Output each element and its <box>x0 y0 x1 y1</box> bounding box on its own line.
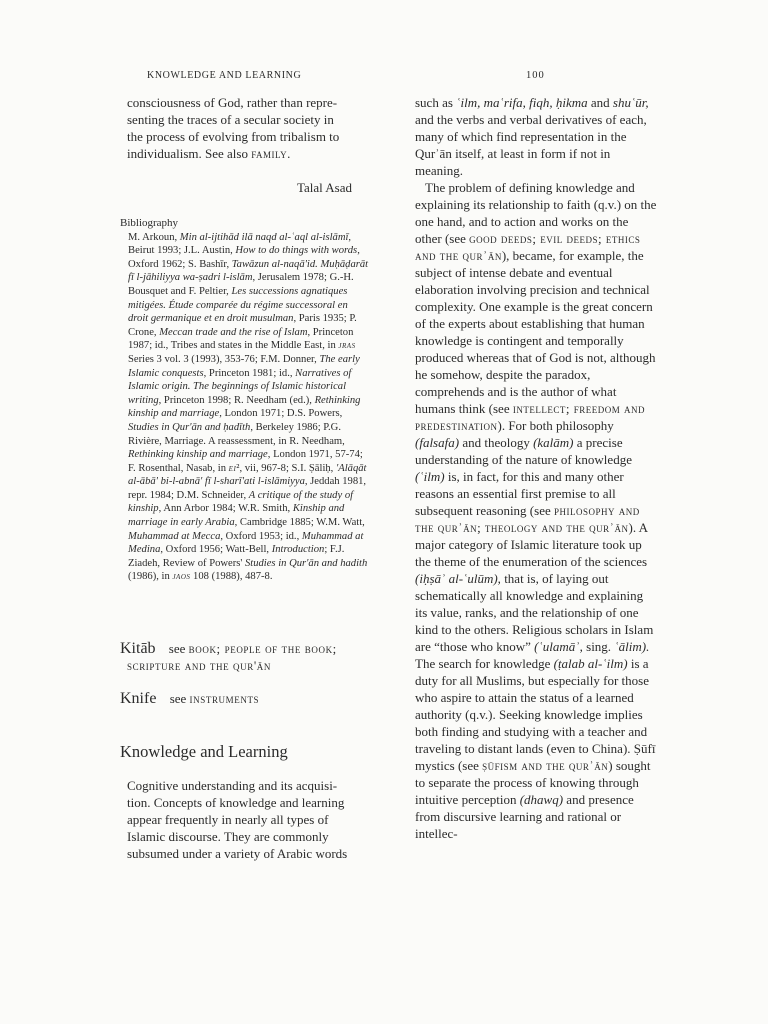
italic-run: ʿālim). <box>614 639 650 654</box>
text-run: , Oxford 1953; id., <box>220 530 302 542</box>
headword-knife: Knife <box>120 690 157 707</box>
cross-reference-links[interactable]: book; people of the book; <box>188 641 337 656</box>
text-run: , London 1971; D.S. Powers, <box>219 408 343 420</box>
italic-run: Les successions agnatiques mitigées. Étude comparée du régime successoral en droit germanique et en droit musulman <box>128 285 348 325</box>
italic-run: shuʿūr, <box>612 95 649 110</box>
italic-run: (ʿilm) <box>415 469 445 484</box>
italic-run: Introduction <box>271 544 325 556</box>
text-run: (1986), in <box>128 571 173 583</box>
bibliography <box>120 217 370 584</box>
text-run: a precise understanding of the nature of knowledge <box>415 435 632 467</box>
italic-run: 'Alāqāt al-ābā' bi-l-abnā' fī l-sharī'ati l-islāmiyya <box>128 462 367 488</box>
italic-run: Min al-ijtihād ilā naqd al-ʿaql al-islāmī <box>179 231 349 243</box>
text-run: ) sought to separate the process of knowing through intuitive perception <box>415 758 651 807</box>
article-author: Talal Asad <box>296 180 352 195</box>
small-caps-run[interactable]: jaos <box>172 571 191 583</box>
headword-kitab: Kitāb <box>120 640 156 657</box>
italic-run: The early Islamic conquests <box>128 353 360 379</box>
right-column <box>415 94 658 842</box>
italic-run: (dhawq) <box>519 792 564 807</box>
right-paragraph-1 <box>415 94 658 179</box>
italic-run: Muhammad at Medina <box>128 530 364 556</box>
text-run: , London 1971, 57-74; F. Rosenthal, Nasab, in <box>128 449 363 474</box>
text-run: , Princeton 1998; R. Needham (ed.), <box>158 394 315 406</box>
text-run: Series 3 vol. 3 (1993), 353-76; F.M. Donner, <box>128 353 320 365</box>
text-run: , Paris 1935; P. Crone, <box>128 313 357 338</box>
text-run: appear frequently in nearly all types of <box>127 812 329 827</box>
text-run: the process of evolving from tribalism to <box>127 129 340 144</box>
text-run: and the verbs and verbal derivatives of each, many of which find representation in the Qurʾān itself, at least in form if not in meaning. <box>415 112 647 178</box>
entry-title: Knowledge and Learning <box>120 742 288 761</box>
text-run: , Ann Arbor 1984; W.R. Smith, <box>158 503 293 515</box>
cross-reference-knife <box>120 690 370 707</box>
italic-run: Meccan trade and the rise of Islam <box>159 326 308 338</box>
small-caps-run[interactable]: intellect; freedom and predestination <box>415 401 645 433</box>
italic-run: Studies in Qur'ān and ḥadīth <box>128 421 251 433</box>
cross-reference-link-instruments[interactable]: instruments <box>189 691 260 706</box>
text-run: , Princeton 1987; id., Tribes and states in the Middle East, in <box>128 326 354 352</box>
italic-run: (kalām) <box>533 435 574 450</box>
small-caps-run[interactable]: good deeds; evil deeds; ethics and the qurʾān <box>415 231 641 263</box>
italic-run: Muhammad at Mecca <box>128 530 221 542</box>
italic-run: (iḥṣāʾ al-ʿulūm), <box>415 571 501 586</box>
italic-run: Rethinking kinship and marriage <box>128 394 361 420</box>
page-number: 100 <box>526 70 545 81</box>
text-run: tion. Concepts of knowledge and learning <box>127 795 345 810</box>
text-run: is a duty for all Muslims, but especially for those who aspire to attain the status of a learned authority (q.v.). Seeking knowledge implies both finding and studying with a teacher and traveling to distant lands (even to China). Ṣūfī mystics (see <box>415 656 656 773</box>
small-caps-run[interactable]: family <box>251 146 288 161</box>
text-run: M. Arkoun, <box>128 231 180 243</box>
text-run: ², vii, 967-8; S.I. Ṣāliḥ, <box>236 462 336 474</box>
running-head: KNOWLEDGE AND LEARNING <box>147 70 302 81</box>
text-run: consciousness of God, rather than repre- <box>127 95 338 110</box>
text-run: , Jeddah 1981, repr. 1984; D.M. Schneider, <box>128 476 367 501</box>
paragraph-text <box>127 94 363 162</box>
see-label: see <box>169 691 187 706</box>
italic-run: Kinship and marriage in early Arabia <box>128 503 345 529</box>
small-caps-run[interactable]: jras <box>338 340 356 352</box>
right-paragraph-2 <box>415 179 658 842</box>
left-column-paragraph <box>127 94 363 162</box>
text-run: is, in fact, for this and many other reasons an essential first premise to all subsequent reasoning (see <box>415 469 624 518</box>
italic-run: (ṭalab al-ʿilm) <box>553 656 628 671</box>
text-run: , Oxford 1962; S. Bashīr, <box>128 245 360 270</box>
text-run: The problem of defining knowledge and explaining its relationship to faith (q.v.) on the one hand, and to action and works on the other (see <box>415 180 657 246</box>
text-run: The search for knowledge <box>415 656 554 671</box>
text-run: , Princeton 1981; id., <box>203 367 296 379</box>
text-run: and <box>587 95 613 110</box>
entry-paragraph <box>127 777 363 862</box>
text-run: ). For both philosophy <box>497 418 614 433</box>
text-run: , Beirut 1993; J.L. Austin, <box>128 231 352 257</box>
cross-reference-kitab <box>120 640 370 674</box>
text-run: , Berkeley 1986; P.G. Rivière, Marriage. A reassessment, in R. Needham, <box>128 421 345 447</box>
italic-run: Tawāzun al-naqā'id. Muḥāḍarāt fī l-jāhiliyya wa-ṣadri l-islām <box>128 258 369 284</box>
small-caps-run[interactable]: philosophy and the qurʾān; theology and the qurʾān <box>415 503 640 535</box>
text-run: such as <box>415 95 457 110</box>
italic-run: Narratives of Islamic origin. The beginnings of Islamic historical writing <box>128 367 352 406</box>
text-run: that is, of laying out schematically all knowledge and explaining its value, ranks, and the relationship of one kind to the others. Religious scholars in Islam are “those who know” <box>415 571 654 654</box>
bibliography-heading: Bibliography <box>120 217 179 229</box>
cross-reference-links-continued[interactable]: scripture and the qur'ān <box>127 658 271 673</box>
italic-run: (falsafa) <box>415 435 460 450</box>
paragraph-text <box>127 777 363 862</box>
text-run: senting the traces of a secular society in <box>127 112 334 127</box>
text-run: Islamic discourse. They are commonly <box>127 829 329 844</box>
italic-run: How to do things with words <box>235 245 358 257</box>
text-run: ; F.J. Ziadeh, Review of Powers' <box>128 544 345 569</box>
text-run: , Jerusalem 1978; G.-H. Bousquet and F. Peltier, <box>128 272 354 297</box>
italic-run: Studies in Qur'ān and hadith <box>244 557 368 569</box>
text-run: , Oxford 1956; Watt-Bell, <box>160 544 272 556</box>
text-run: ). A major category of Islamic literature took up the theme of the enumeration of the sciences <box>415 520 648 569</box>
text-run: and presence from discursive learning and rational or intellec- <box>415 792 634 841</box>
text-run: and theology <box>459 435 534 450</box>
text-run: sing. <box>582 639 615 654</box>
italic-run: ʿilm, maʿrifa, fiqh, ḥikma <box>456 95 588 110</box>
bibliography-text <box>120 231 370 584</box>
text-run: Cognitive understanding and its acquisi- <box>127 778 338 793</box>
italic-run: (ʿulamāʾ, <box>534 639 583 654</box>
text-run: ), became, for example, the subject of intense debate and eventual elaboration involving precision and technical complexity. One example is the great concern of the experts about establishing that human knowledge is contingent and temporally produced whereas that of God is not, although he somehow, despite the paradox, comprehends and is the author of what humans think (see <box>415 248 656 416</box>
italic-run: Rethinking kinship and marriage <box>128 449 268 461</box>
italic-run: A critique of the study of kinship <box>128 489 354 515</box>
text-run: , Cambridge 1885; W.M. Watt, <box>234 517 365 529</box>
text-run: individualism. See also <box>127 146 252 161</box>
small-caps-run[interactable]: ṣūfism and the qurʾān <box>482 758 609 773</box>
small-caps-run[interactable]: ei <box>228 462 237 474</box>
text-run: . <box>287 146 291 161</box>
text-run: subsumed under a variety of Arabic words <box>127 846 348 861</box>
see-label: see <box>168 641 186 656</box>
text-run: 108 (1988), 487-8. <box>190 571 273 583</box>
